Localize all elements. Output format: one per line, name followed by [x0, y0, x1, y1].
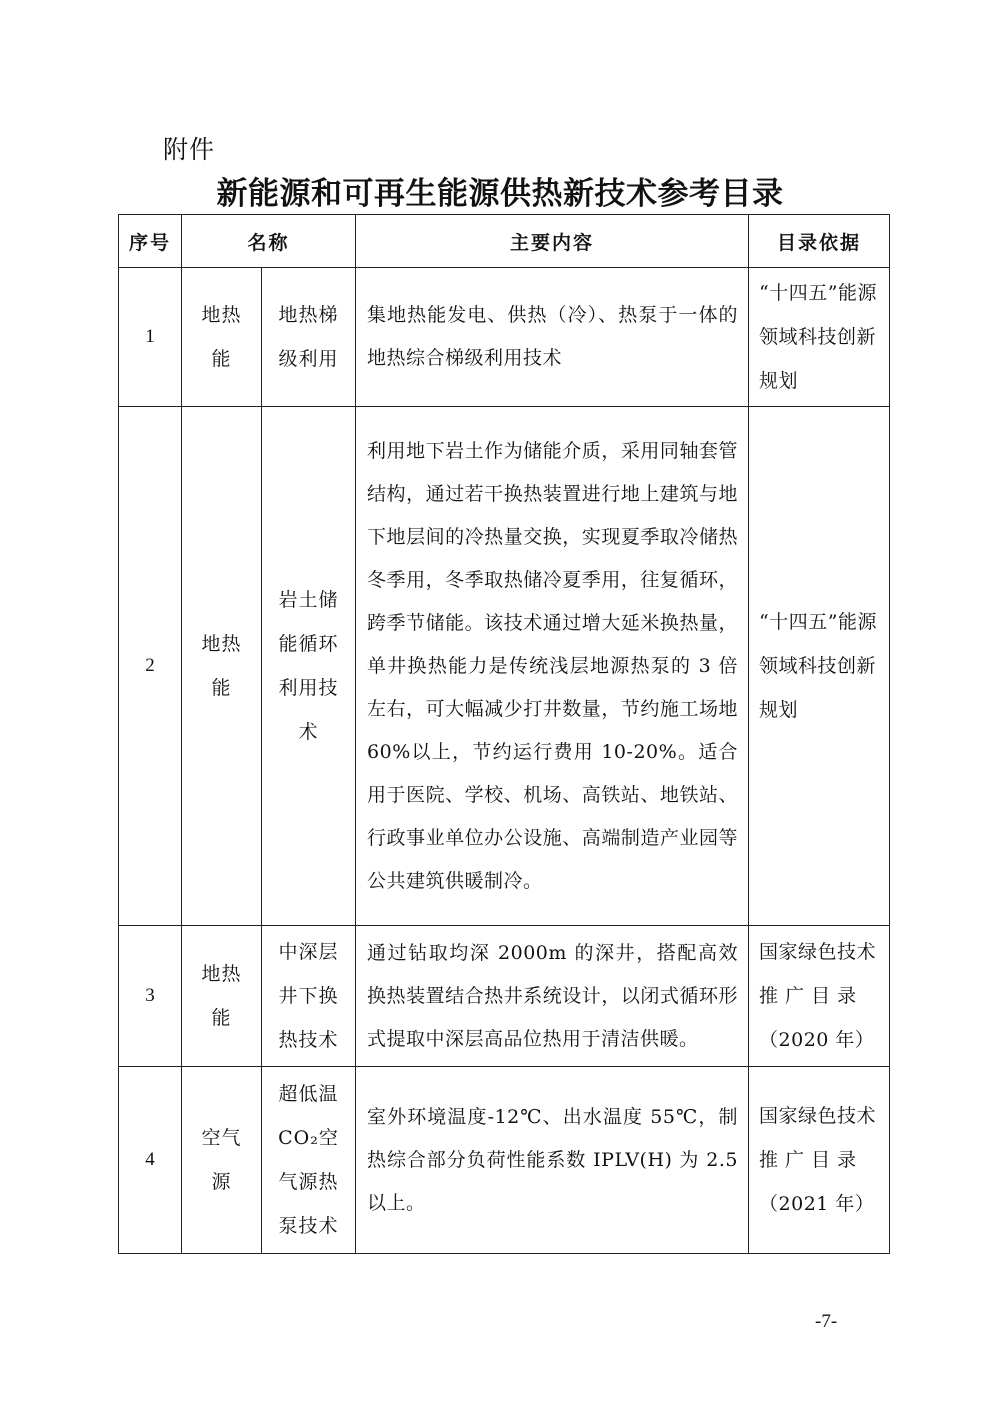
- row-category: [182, 1067, 262, 1254]
- table-row: [119, 926, 890, 1067]
- row-technology-name: [262, 926, 356, 1067]
- attachment-label: 附件: [163, 135, 216, 164]
- row-category-text: 地热能: [201, 633, 242, 699]
- row-seq: 1: [119, 268, 182, 407]
- header-basis: 目录依据: [749, 215, 890, 268]
- table-row: [119, 268, 890, 407]
- row-basis: “十四五”能源领域科技创新规划: [749, 268, 890, 407]
- row-content: 集地热能发电、供热（冷）、热泵于一体的地热综合梯级利用技术: [356, 268, 749, 407]
- row-category-text: 地热能: [201, 963, 242, 1029]
- row-seq: 2: [119, 407, 182, 926]
- row-category: [182, 926, 262, 1067]
- row-content: 室外环境温度-12℃、出水温度 55℃，制热综合部分负荷性能系数 IPLV(H) 为 2.5 以上。: [356, 1067, 749, 1254]
- table-row: [119, 407, 890, 926]
- row-content: 利用地下岩土作为储能介质，采用同轴套管结构，通过若干换热装置进行地上建筑与地下地层间的冷热量交换，实现夏季取冷储热冬季用，冬季取热储冷夏季用，往复循环，跨季节储能。该技术通过增大延米换热量，单井换热能力是传统浅层地源热泵的 3 倍左右，可大幅减少打井数量，节约施工场地60%以上，节约运行费用 10-20%。适合用于医院、学校、机场、高铁站、地铁站、行政事业单位办公设施、高端制造产业园等公共建筑供暖制冷。: [356, 407, 749, 926]
- row-seq: 4: [119, 1067, 182, 1254]
- row-technology-name: [262, 407, 356, 926]
- header-name: 名称: [182, 215, 356, 268]
- document-title: 新能源和可再生能源供热新技术参考目录: [216, 176, 784, 212]
- header-row: [119, 215, 890, 268]
- row-basis: 国家绿色技术推 广 目 录（2020 年）: [749, 926, 890, 1067]
- row-seq: 3: [119, 926, 182, 1067]
- row-basis: 国家绿色技术推 广 目 录（2021 年）: [749, 1067, 890, 1254]
- catalog-table: [118, 214, 890, 1254]
- header-content: 主要内容: [356, 215, 749, 268]
- row-technology-name-text: 岩土储能循环利用技术: [278, 589, 339, 743]
- page-number: -7-: [815, 1311, 838, 1332]
- row-category-text: 空气源: [201, 1127, 242, 1193]
- row-technology-name-text: 地热梯级利用: [278, 304, 339, 370]
- row-basis: “十四五”能源领域科技创新规划: [749, 407, 890, 926]
- table-row: [119, 1067, 890, 1254]
- row-category: [182, 407, 262, 926]
- row-technology-name: [262, 1067, 356, 1254]
- row-technology-name-text: 超低温CO₂空气源热泵技术: [278, 1083, 339, 1237]
- header-seq: 序号: [119, 215, 182, 268]
- row-category-text: 地热能: [201, 304, 242, 370]
- row-technology-name: [262, 268, 356, 407]
- row-content: 通过钻取均深 2000m 的深井，搭配高效换热装置结合热井系统设计，以闭式循环形式提取中深层高品位热用于清洁供暖。: [356, 926, 749, 1067]
- row-technology-name-text: 中深层井下换热技术: [278, 941, 339, 1051]
- row-category: [182, 268, 262, 407]
